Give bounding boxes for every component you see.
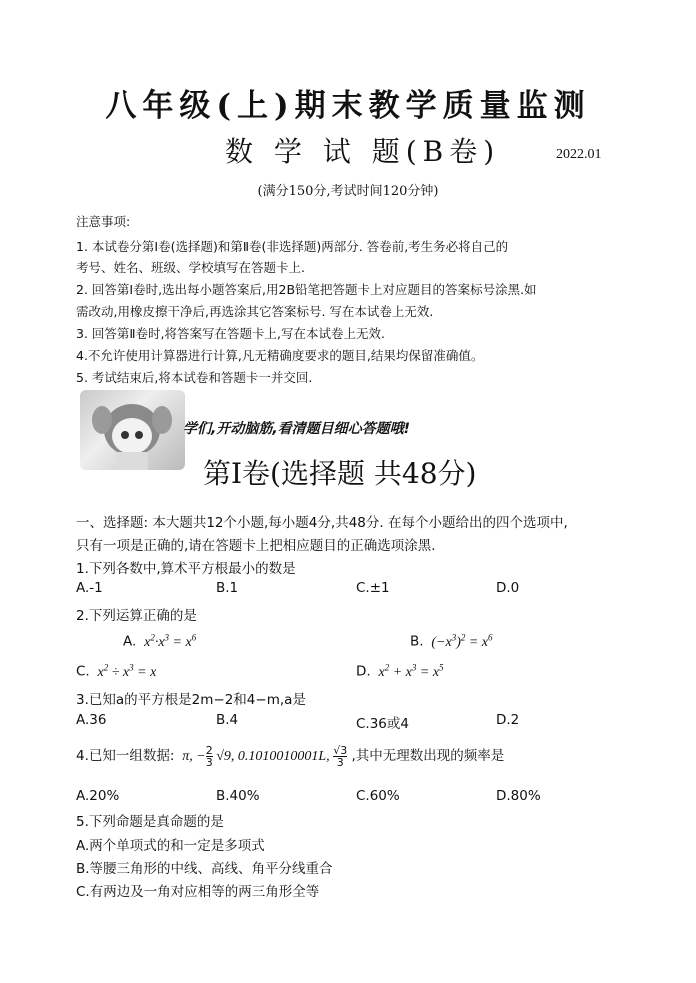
notice-line: 4.不允许使用计算器进行计算,凡无精确度要求的题目,结果均保留准确值。	[76, 348, 484, 363]
formula: $x^2 \div x^3 = x$	[94, 662, 157, 680]
notice-heading: 注意事项:	[76, 214, 131, 229]
option-a: A.两个单项式的和一定是多项式	[76, 838, 265, 854]
option-label: B.	[410, 633, 424, 650]
formula: $x^2 + x^3 = x^5$	[374, 662, 444, 680]
option-c	[76, 662, 156, 681]
formula: √9, 0.1010010001L,	[212, 749, 334, 764]
formula: $x^2\cdot x^3 = x^6$	[140, 632, 197, 650]
option-a: A.20%	[76, 788, 120, 804]
question-4-stem: 4.已知一组数据:	[76, 748, 175, 764]
question-2-stem: 2.下列运算正确的是	[76, 608, 197, 624]
notice-line: 5. 考试结束后,将本试卷和答题卡一并交回.	[76, 370, 313, 385]
option-c: C.36或4	[356, 716, 409, 732]
formula: $(-x^3)^2 = x^6$	[427, 632, 493, 650]
option-b: B.4	[216, 712, 239, 728]
option-b: B.等腰三角形的中线、高线、角平分线重合	[76, 861, 333, 877]
exam-info: (满分150分,考试时间120分钟)	[257, 184, 439, 199]
encouragement-banner: 学们,开动脑筋,看清题目细心答题哦!	[183, 421, 411, 437]
option-a	[123, 632, 196, 651]
exam-date: 2022.01	[556, 147, 602, 162]
question-4-tail: ,其中无理数出现的频率是	[351, 748, 505, 764]
option-label: C.	[76, 663, 90, 680]
notice-line: 2. 回答第Ⅰ卷时,选出每小题答案后,用2B铅笔把答题卡上对应题目的答案标号涂黑.如	[76, 282, 537, 297]
instruction-line: 只有一项是正确的,请在答题卡上把相应题目的正确选项涂黑.	[76, 538, 436, 554]
instruction-line: 一、选择题: 本大题共12个小题,每小题4分,共48分. 在每个小题给出的四个选项中,	[76, 515, 568, 531]
option-b	[410, 632, 493, 651]
formula: π, −	[178, 749, 206, 764]
option-a: A.-1	[76, 580, 103, 596]
cartoon-girl-image	[80, 390, 185, 470]
option-b: B.40%	[216, 788, 260, 804]
question-3-stem: 3.已知a的平方根是2m−2和4−m,a是	[76, 692, 306, 708]
option-c: C.60%	[356, 788, 400, 804]
option-d: D.80%	[496, 788, 541, 804]
option-c: C.±1	[356, 580, 390, 596]
option-b: B.1	[216, 580, 239, 596]
section-title: 第Ⅰ卷(选择题 共48分)	[203, 457, 477, 490]
option-label: A.	[123, 633, 137, 650]
option-c: C.有两边及一角对应相等的两三角形全等	[76, 884, 320, 900]
notice-line: 1. 本试卷分第Ⅰ卷(选择题)和第Ⅱ卷(非选择题)两部分. 答卷前,考生务必将自己的	[76, 239, 509, 254]
question-5-stem: 5.下列命题是真命题的是	[76, 814, 224, 830]
notice-line: 需改动,用橡皮擦干净后,再选涂其它答案标号. 写在本试卷上无效.	[76, 304, 434, 319]
option-d	[356, 662, 444, 681]
fraction: $\frac{2}{3}$	[205, 743, 213, 769]
option-a: A.36	[76, 712, 107, 728]
question-1-stem: 1.下列各数中,算术平方根最小的数是	[76, 561, 296, 577]
fraction: $\frac{√3}{3}$	[333, 743, 348, 769]
option-d: D.2	[496, 712, 520, 728]
option-d: D.0	[496, 580, 520, 596]
exam-subtitle: 数 学 试 题(B卷)	[225, 135, 501, 168]
option-label: D.	[356, 663, 371, 680]
notice-line: 考号、姓名、班级、学校填写在答题卡上.	[76, 260, 305, 275]
exam-title: 八年级(上)期末教学质量监测	[105, 88, 591, 124]
question-4	[76, 744, 504, 768]
notice-line: 3. 回答第Ⅱ卷时,将答案写在答题卡上,写在本试卷上无效.	[76, 326, 385, 341]
